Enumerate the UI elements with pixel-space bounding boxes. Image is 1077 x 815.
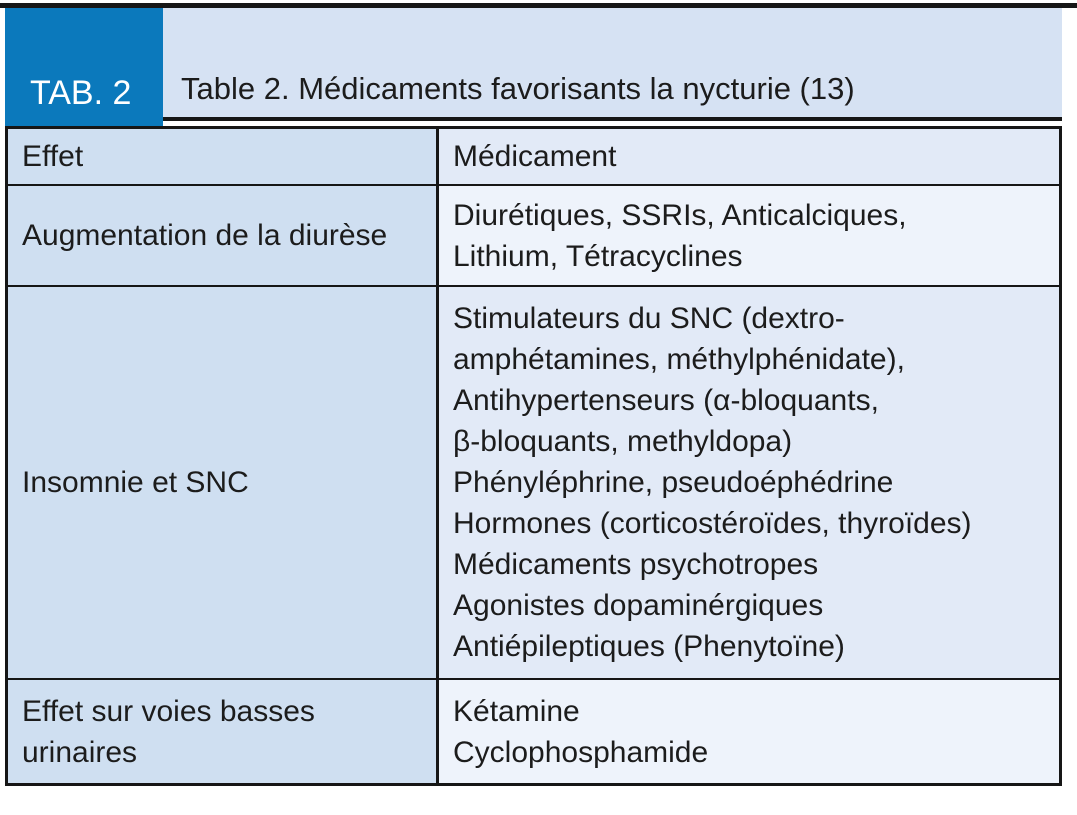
table-row-effet-diurese xyxy=(8,184,436,285)
medicament-line: Médicaments psychotropes xyxy=(453,548,819,581)
medicament-line: Antiépileptiques (Phenytoïne) xyxy=(453,630,845,663)
table-header-banner xyxy=(5,8,1062,126)
column-header-effet xyxy=(8,129,436,184)
tab-number-label: TAB. 2 xyxy=(30,74,132,112)
table-title: Table 2. Médicaments favorisants la nycturie (13) xyxy=(181,71,855,106)
medicament-line: β-bloquants, methyldopa) xyxy=(453,425,793,458)
medicament-line: Cyclophosphamide xyxy=(453,735,709,769)
medicament-line: Stimulateurs du SNC (dextro- xyxy=(453,302,845,335)
table-row-effet-voies-basses xyxy=(8,678,436,783)
tab-number-badge xyxy=(5,8,163,126)
table-title-band xyxy=(163,8,1062,121)
table-row-medicament-voies-basses xyxy=(436,678,1059,783)
effet-label: Augmentation de la diurèse xyxy=(22,219,388,252)
effet-label: Effet sur voies basses urinaires xyxy=(22,694,315,769)
medicament-line: amphétamines, méthylphénidate), xyxy=(453,343,905,376)
medicament-line: Phényléphrine, pseudoéphédrine xyxy=(453,466,894,499)
medications-table xyxy=(5,126,1062,786)
medicament-line: Lithium, Tétracyclines xyxy=(453,239,743,273)
medicament-line: Hormones (corticostéroïdes, thyroïdes) xyxy=(453,507,972,540)
medicament-line: Agonistes dopaminérgiques xyxy=(453,589,824,622)
column-header-effet-label: Effet xyxy=(22,140,84,173)
table-row-effet-insomnie xyxy=(8,285,436,678)
medicament-line: Antihypertenseurs (α-bloquants, xyxy=(453,384,879,417)
column-header-medicament xyxy=(436,129,1059,184)
medicament-line: Diurétiques, SSRIs, Anticalciques, xyxy=(453,198,907,232)
medicament-line: Kétamine xyxy=(453,694,580,728)
column-header-medicament-label: Médicament xyxy=(453,140,617,173)
table-row-medicament-diurese xyxy=(436,184,1059,285)
effet-label: Insomnie et SNC xyxy=(22,466,249,499)
table-row-medicament-insomnie xyxy=(436,285,1059,678)
